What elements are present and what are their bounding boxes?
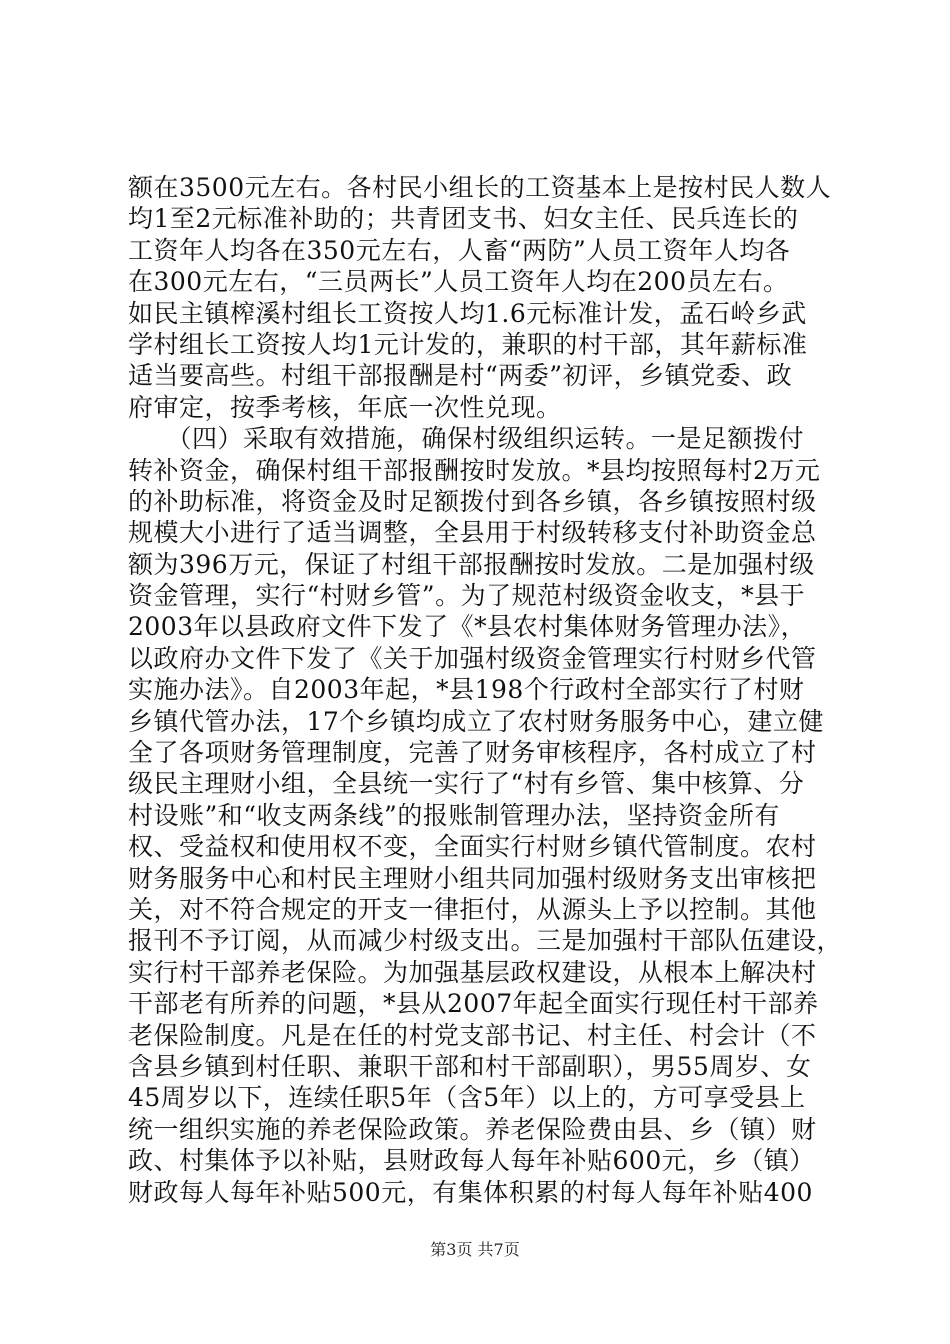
page-footer: [0, 1240, 950, 1260]
text-line: 额为396万元，保证了村组干部报酬按时发放。二是加强村级: [128, 549, 815, 579]
text-line: （四）采取有效措施，确保村级组织运转。一是足额拨付: [128, 424, 805, 454]
text-line: 权、受益权和使用权不变，全面实行村财乡镇代管制度。农村: [128, 832, 817, 862]
text-line: 统一组织实施的养老保险政策。养老保险费由县、乡（镇）财: [128, 1114, 817, 1144]
text-line: 级民主理财小组，全县统一实行了“村有乡管、集中核算、分: [128, 769, 805, 799]
text-line: 村设账”和“收支两条线”的报账制管理办法，坚持资金所有: [128, 800, 780, 830]
text-line: 的补助标准，将资金及时足额拨付到各乡镇，各乡镇按照村级: [128, 486, 817, 516]
text-line: 规模大小进行了适当调整，全县用于村级转移支付补助资金总: [128, 518, 817, 548]
text-line: 关，对不符合规定的开支一律拒付，从源头上予以控制。其他: [128, 894, 817, 924]
text-line: 干部老有所养的问题，*县从2007年起全面实行现任村干部养: [128, 989, 819, 1019]
text-line: 在300元左右，“三员两长”人员工资年人均在200员左右。: [128, 267, 789, 297]
text-line: 报刊不予订阅，从而减少村级支出。三是加强村干部队伍建设，: [128, 926, 843, 956]
text-line: 府审定，按季考核，年底一次性兑现。: [128, 392, 562, 422]
text-line: 转补资金，确保村组干部报酬按时发放。*县均按照每村2万元: [128, 455, 821, 485]
text-line: 老保险制度。凡是在任的村党支部书记、村主任、村会计（不: [128, 1020, 817, 1050]
text-line: 乡镇代管办法，17个乡镇均成立了农村财务服务中心，建立健: [128, 706, 824, 736]
text-line: 含县乡镇到村任职、兼职干部和村干部副职），男55周岁、女: [128, 1051, 812, 1081]
text-line: 均1至2元标准补助的；共青团支书、妇女主任、民兵连长的: [128, 204, 799, 234]
text-line: 实行村干部养老保险。为加强基层政权建设，从根本上解决村: [128, 957, 817, 987]
body-text: [128, 172, 843, 1208]
text-line: 45周岁以下，连续任职5年（含5年）以上的，方可享受县上: [128, 1083, 806, 1113]
page-number: 第3页 共7页: [430, 1240, 520, 1259]
text-line: 学村组长工资按人均1元计发的，兼职的村干部，其年薪标准: [128, 329, 808, 359]
text-line: 实施办法》。自2003年起，*县198个行政村全部实行了村财: [128, 675, 805, 705]
text-line: 工资年人均各在350元左右，人畜“两防”人员工资年人均各: [128, 235, 791, 265]
text-line: 适当要高些。村组干部报酬是村“两委”初评，乡镇党委、政: [128, 361, 793, 391]
text-line: 2003年以县政府文件下发了《*县农村集体财务管理办法》，: [128, 612, 807, 642]
text-line: 财务服务中心和村民主理财小组共同加强村级财务支出审核把: [128, 863, 817, 893]
text-line: 政、村集体予以补贴，县财政每人每年补贴600元，乡（镇）: [128, 1146, 815, 1176]
text-line: 资金管理，实行“村财乡管”。为了规范村级资金收支，*县于: [128, 581, 806, 611]
text-line: 财政每人每年补贴500元，有集体积累的村每人每年补贴400: [128, 1177, 813, 1207]
text-line: 以政府办文件下发了《关于加强村级资金管理实行村财乡代管: [128, 643, 817, 673]
text-line: 全了各项财务管理制度，完善了财务审核程序，各村成立了村: [128, 738, 817, 768]
text-line: 额在3500元左右。各村民小组长的工资基本上是按村民人数人: [128, 173, 832, 202]
text-line: 如民主镇榨溪村组长工资按人均1.6元标准计发，孟石岭乡武: [128, 298, 807, 328]
